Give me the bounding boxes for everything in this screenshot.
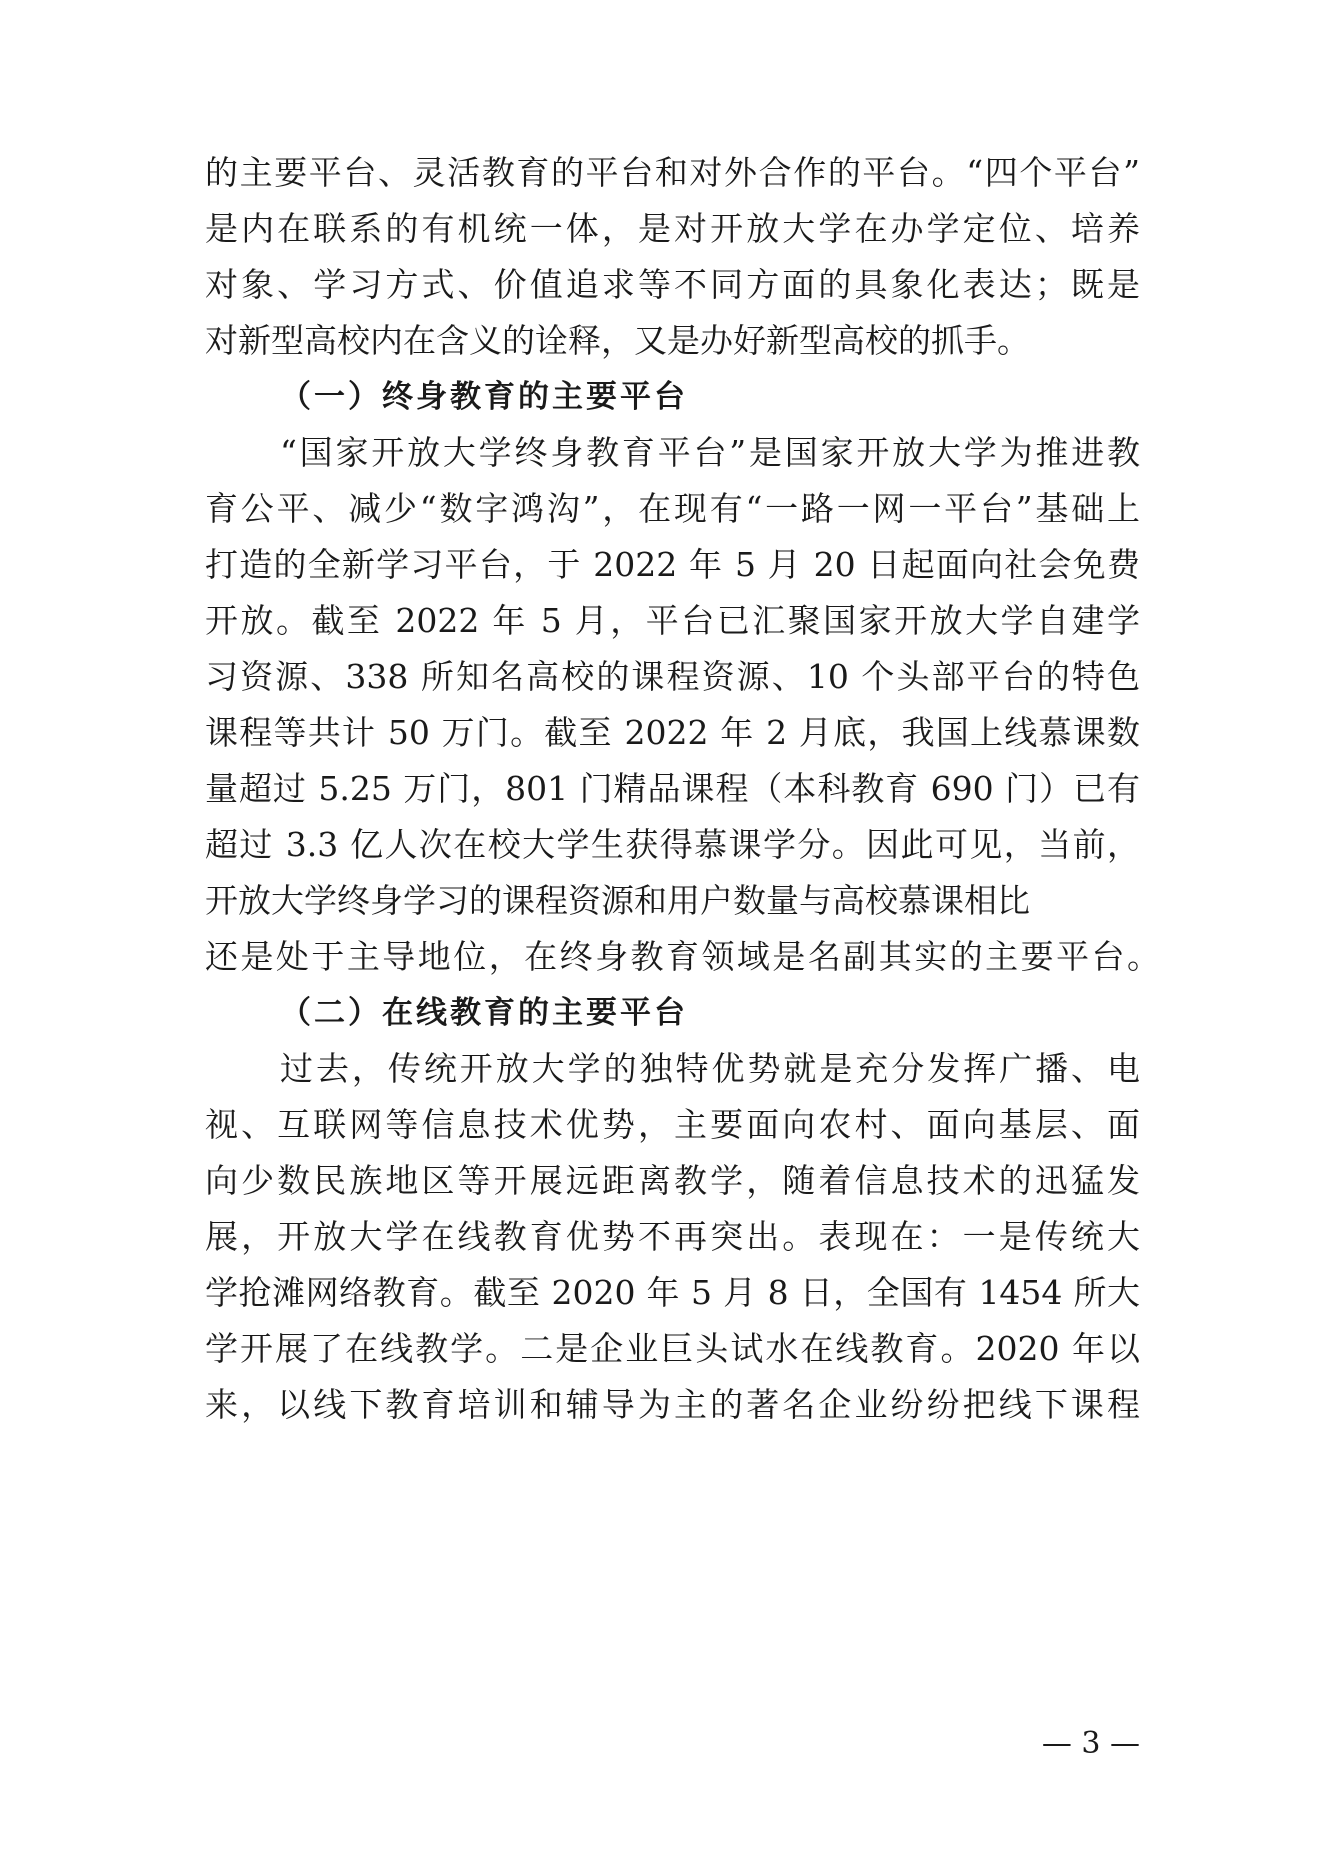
paragraph-line: 过去，传统开放大学的独特优势就是充分发挥广播、电 — [280, 1049, 1140, 1088]
paragraph-line: 学抢滩网络教育。截至 2020 年 5 月 8 日，全国有 1454 所大 — [205, 1273, 1140, 1312]
paragraph-line: 展，开放大学在线教育优势不再突出。表现在：一是传统大 — [205, 1217, 1140, 1256]
paragraph-line: 还是处于主导地位，在终身教育领域是名副其实的主要平台。 — [205, 937, 1160, 976]
paragraph-line: 来，以线下教育培训和辅导为主的著名企业纷纷把线下课程 — [205, 1385, 1140, 1424]
paragraph-line: 对象、学习方式、价值追求等不同方面的具象化表达；既是 — [205, 265, 1140, 304]
paragraph-line: 量超过 5.25 万门，801 门精品课程（本科教育 690 门）已有 — [205, 769, 1140, 808]
paragraph-line: 习资源、338 所知名高校的课程资源、10 个头部平台的特色 — [205, 657, 1140, 696]
paragraph-line: 课程等共计 50 万门。截至 2022 年 2 月底，我国上线慕课数 — [205, 713, 1140, 752]
paragraph-line: 向少数民族地区等开展远距离教学，随着信息技术的迅猛发 — [205, 1161, 1140, 1200]
section-heading: （二）在线教育的主要平台 — [280, 995, 688, 1031]
paragraph-line: 开放大学终身学习的课程资源和用户数量与高校慕课相比 — [205, 881, 1030, 920]
paragraph-line: 超过 3.3 亿人次在校大学生获得慕课学分。因此可见，当前， — [205, 825, 1140, 864]
paragraph-line: 对新型高校内在含义的诠释，又是办好新型高校的抓手。 — [205, 321, 1030, 360]
paragraph-line: 学开展了在线教学。二是企业巨头试水在线教育。2020 年以 — [205, 1329, 1140, 1368]
paragraph-line: 开放。截至 2022 年 5 月，平台已汇聚国家开放大学自建学 — [205, 601, 1140, 640]
paragraph-line: 打造的全新学习平台，于 2022 年 5 月 20 日起面向社会免费 — [205, 545, 1140, 584]
paragraph-line: 视、互联网等信息技术优势，主要面向农村、面向基层、面 — [205, 1105, 1140, 1144]
paragraph-line: “国家开放大学终身教育平台”是国家开放大学为推进教 — [280, 433, 1140, 472]
section-heading: （一）终身教育的主要平台 — [280, 379, 688, 415]
paragraph-line: 的主要平台、灵活教育的平台和对外合作的平台。“四个平台” — [205, 153, 1140, 192]
paragraph-line: 育公平、减少“数字鸿沟”，在现有“一路一网一平台”基础上 — [205, 489, 1140, 528]
page-number: — 3 — — [1041, 1726, 1140, 1761]
paragraph-line: 是内在联系的有机统一体，是对开放大学在办学定位、培养 — [205, 209, 1140, 248]
